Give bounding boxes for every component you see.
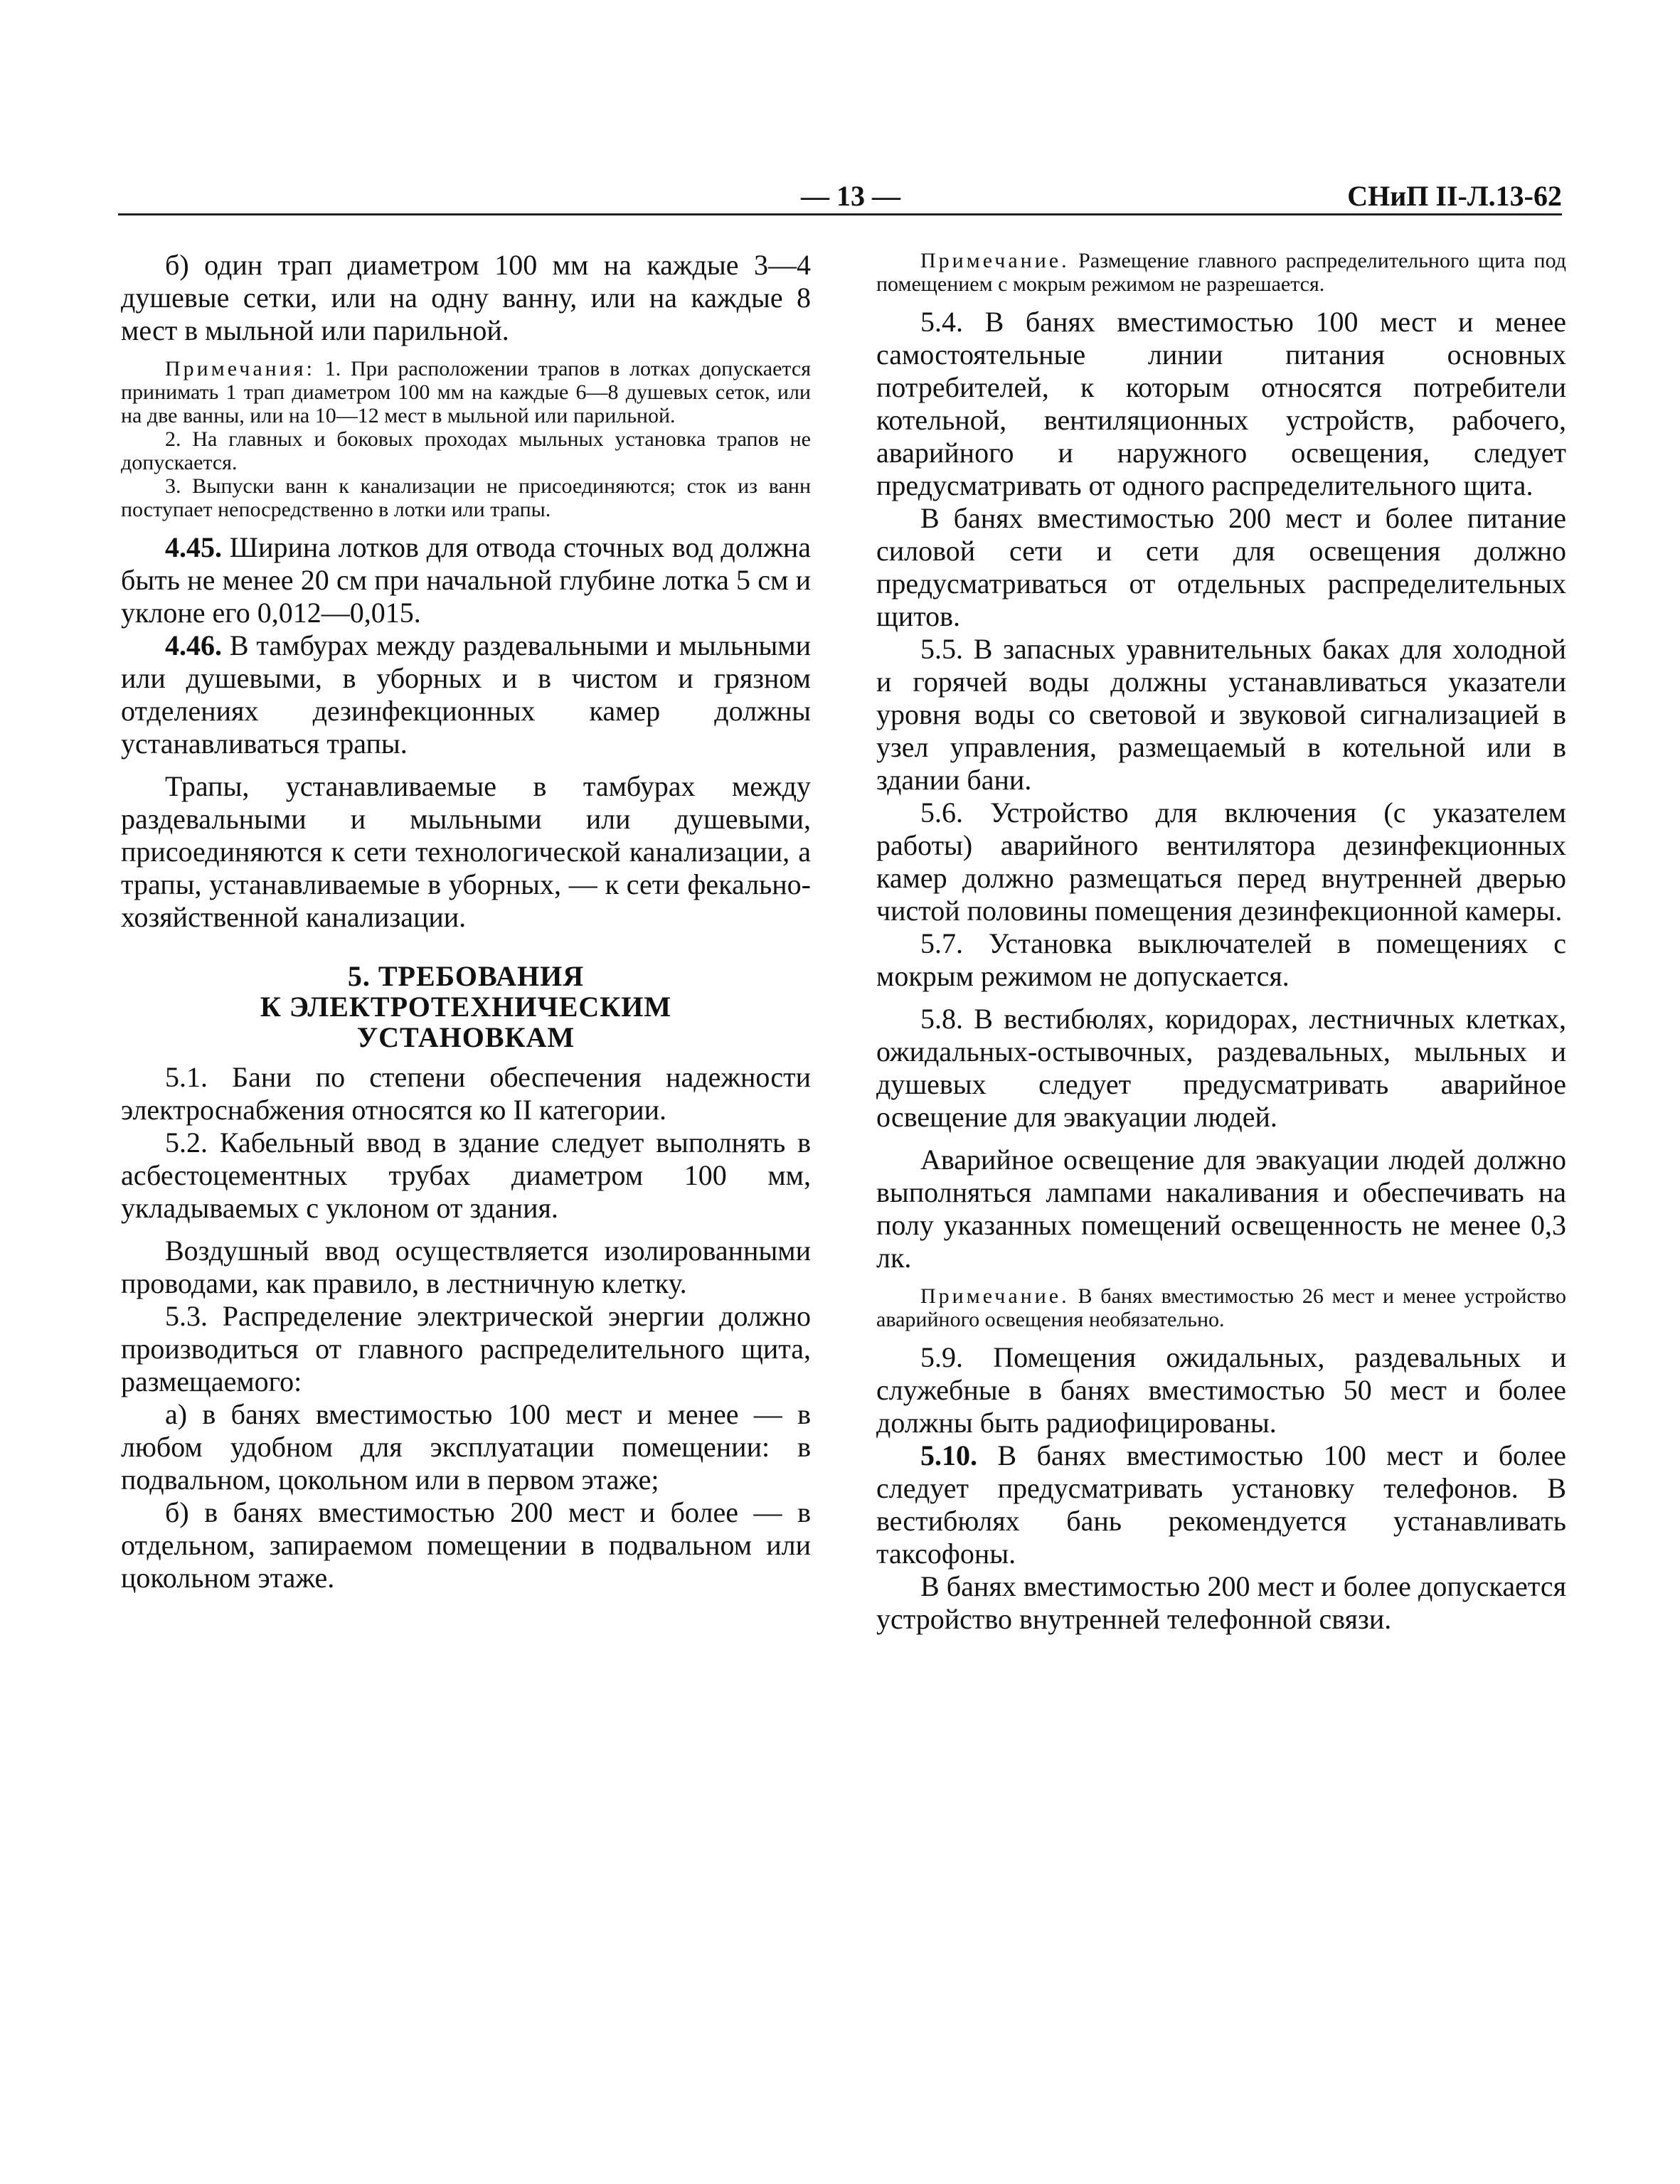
- paragraph-5-8-b: Аварийное освещение для эвакуации людей должно выполняться лампами накаливания и обеспечивать на полу указанных помещений освещенность не менее 0,3 лк.: [876, 1144, 1566, 1274]
- heading-line: УСТАНОВКАМ: [356, 1021, 575, 1053]
- heading-line: 5. ТРЕБОВАНИЯ: [347, 960, 585, 992]
- header-rule: [118, 213, 1562, 215]
- clause-number: 5.10.: [920, 1439, 977, 1471]
- heading-line: К ЭЛЕКТРОТЕХНИЧЕСКИМ: [260, 991, 672, 1023]
- clause-text: В банях вместимостью 100 мест и более следует предусматривать установку телефонов. В вестибюлях бань рекомендуется устанавливать таксофоны.: [876, 1439, 1566, 1570]
- paragraph-5-10: [876, 1439, 1566, 1570]
- clause-number: 4.46.: [165, 629, 222, 661]
- document-code: СНиП II-Л.13-62: [1347, 180, 1562, 212]
- clause-number: 4.45.: [165, 531, 222, 563]
- section-heading: [121, 961, 811, 1053]
- paragraph-4-46: [121, 629, 811, 760]
- left-column: [121, 249, 811, 1594]
- page-header: [118, 179, 1562, 216]
- paragraph-5-8: 5.8. В вестибюлях, коридорах, лестничных клетках, ожидальных-остывочных, раздевальных, мыльных и душевых следует предусматривать аварийное освещение для эвакуации людей.: [876, 1003, 1566, 1133]
- paragraph-5-4-b: В банях вместимостью 200 мест и более питание силовой сети и сети для освещения должно предусматриваться от отдельных распределительных щитов.: [876, 502, 1566, 632]
- paragraph-5-2: 5.2. Кабельный ввод в здание следует выполнять в асбестоцементных трубах диаметром 100 мм, укладываемых с уклоном от здания.: [121, 1126, 811, 1224]
- note-2: 2. На главных и боковых проходах мыльных установка трапов не допускается.: [121, 427, 811, 474]
- note-mid: [876, 1284, 1566, 1331]
- right-column: [876, 249, 1566, 1636]
- paragraph-5-3: 5.3. Распределение электрической энергии должно производиться от главного распределительного щита, размещаемого:: [121, 1300, 811, 1397]
- paragraph-5-4: 5.4. В банях вместимостью 100 мест и менее самостоятельные линии питания основных потребителей, к которым относятся потребители котельной, вентиляционных устройств, рабочего, аварийного и наружного освещения, следует предусматривать от одного распределительного щита.: [876, 306, 1566, 501]
- note-text: В банях вместимостью 26 мест и менее устройство аварийного освещения необязательно.: [876, 1284, 1566, 1331]
- paragraph-5-9: 5.9. Помещения ожидальных, раздевальных и служебные в банях вместимостью 50 мест и более должны быть радиофицированы.: [876, 1341, 1566, 1439]
- page-number: — 13 —: [801, 180, 900, 212]
- note-1: [121, 357, 811, 427]
- paragraph-5-10-b: В банях вместимостью 200 мест и более допускается устройство внутренней телефонной связи.: [876, 1570, 1566, 1635]
- paragraph-4-45: [121, 531, 811, 629]
- note-label: Примечания:: [165, 357, 315, 380]
- note-top: [876, 249, 1566, 296]
- paragraph-trapy: Трапы, устанавливаемые в тамбурах между раздевальными и мыльными или душевыми, присоединяются к сети технологической канализации, а трапы, устанавливаемые в уборных, — к сети фекально-хозяйственной канализации.: [121, 770, 811, 933]
- clause-text: Ширина лотков для отвода сточных вод должна быть не менее 20 см при начальной глубине лотка 5 см и уклоне его 0,012—0,015.: [121, 531, 811, 629]
- paragraph-5-5: 5.5. В запасных уравнительных баках для холодной и горячей воды должны устанавливаться указатели уровня воды со световой и звуковой сигнализацией в узел управления, размещаемый в котельной или в здании бани.: [876, 633, 1566, 796]
- paragraph-5-3-b: б) в банях вместимостью 200 мест и более — в отдельном, запираемом помещении в подвальном или цокольном этаже.: [121, 1496, 811, 1594]
- paragraph-air-input: Воздушный ввод осуществляется изолированными проводами, как правило, в лестничную клетку.: [121, 1235, 811, 1299]
- paragraph-5-7: 5.7. Установка выключателей в помещениях с мокрым режимом не допускается.: [876, 927, 1566, 992]
- note-3: 3. Выпуски ванн к канализации не присоединяются; сток из ванн поступает непосредственно в лотки или трапы.: [121, 474, 811, 521]
- note-label: Примечание.: [920, 249, 1070, 272]
- paragraph-5-1: 5.1. Бани по степени обеспечения надежности электроснабжения относятся ко II категории.: [121, 1061, 811, 1126]
- paragraph-b-trap: б) один трап диаметром 100 мм на каждые 3—4 душевые сетки, или на одну ванну, или на каждые 8 мест в мыльной или парильной.: [121, 249, 811, 346]
- note-label: Примечание.: [920, 1284, 1070, 1308]
- note-text: 1. При расположении трапов в лотках допускается принимать 1 трап диаметром 100 мм на каждые 6—8 душевых сеток, или на две ванны, или на 10—12 мест в мыльной или парильной.: [121, 357, 811, 427]
- clause-text: В тамбурах между раздевальными и мыльными или душевыми, в уборных и в чистом и грязном отделениях дезинфекционных камер должны устанавливаться трапы.: [121, 629, 811, 760]
- note-text: Размещение главного распределительного щита под помещением с мокрым режимом не разрешается.: [876, 249, 1566, 296]
- paragraph-5-3-a: а) в банях вместимостью 100 мест и менее — в любом удобном для эксплуатации помещении: в подвальном, цокольном или в первом этаже;: [121, 1398, 811, 1496]
- paragraph-5-6: 5.6. Устройство для включения (с указателем работы) аварийного вентилятора дезинфекционных камер должно размещаться перед внутренней дверью чистой половины помещения дезинфекционной камеры.: [876, 797, 1566, 927]
